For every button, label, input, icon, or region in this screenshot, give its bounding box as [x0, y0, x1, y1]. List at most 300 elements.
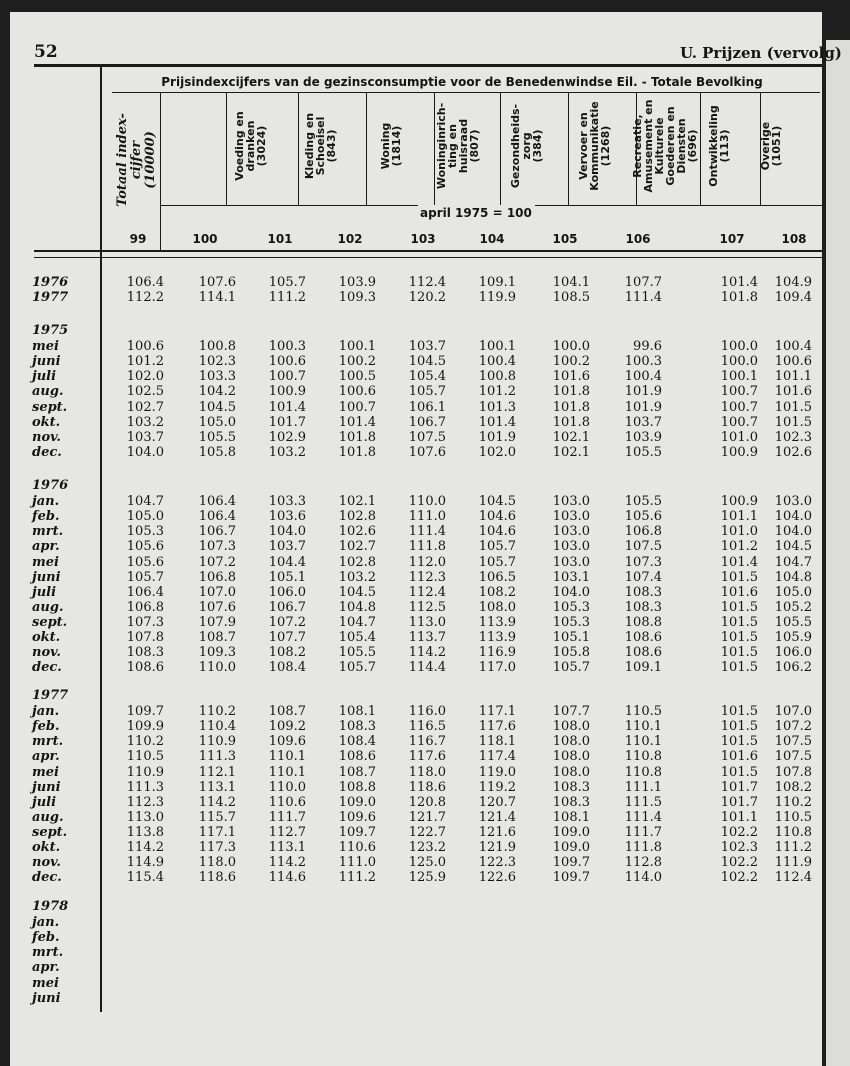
- table-cell: 101.4: [720, 554, 758, 570]
- table-cell: 103.9: [624, 429, 662, 445]
- table-cell: 114.2: [198, 794, 236, 810]
- table-cell: 114.4: [408, 660, 446, 676]
- table-cell: 101.7: [720, 779, 758, 795]
- table-cell: 112.4: [408, 275, 446, 290]
- table-cell: 111.3: [198, 749, 236, 765]
- table-cell: 103.7: [408, 339, 446, 355]
- table-cell: 114.2: [268, 855, 306, 871]
- table-cell: 107.3: [624, 554, 662, 570]
- table-cell: 107.2: [774, 719, 812, 735]
- row-label: sept.: [32, 614, 68, 630]
- table-cell: 104.6: [478, 524, 516, 540]
- row-label: nov.: [32, 855, 61, 871]
- table-cell: 101.5: [720, 599, 758, 615]
- table-cell: 103.2: [126, 414, 164, 430]
- table-cell: 105.9: [774, 630, 812, 645]
- table-cell: 105.8: [552, 645, 590, 661]
- table-cell: 107.4: [624, 569, 662, 585]
- table-cell: 101.0: [720, 429, 758, 445]
- table-cell: 108.3: [624, 584, 662, 600]
- row-label: nov.: [32, 429, 61, 445]
- table-cell: 102.3: [720, 840, 758, 855]
- section-title: U. Prijzen (vervolg): [680, 44, 842, 62]
- table-cell: 100.4: [774, 339, 812, 355]
- table-cell: 105.3: [126, 524, 164, 540]
- table-cell: 104.5: [408, 354, 446, 370]
- table-cell: 100.6: [126, 339, 164, 355]
- adjacent-page-edge: [826, 40, 850, 1066]
- table-cell: 112.2: [126, 290, 164, 306]
- table-cell: 107.6: [198, 599, 236, 615]
- table-cell: 100.0: [720, 354, 758, 370]
- table-cell: 108.8: [338, 779, 376, 795]
- table-cell: 104.7: [774, 554, 812, 570]
- table-cell: 108.5: [552, 290, 590, 306]
- table-cell: 117.1: [478, 704, 516, 720]
- table-cell: 111.0: [408, 509, 446, 525]
- table-cell: 108.2: [268, 645, 306, 661]
- table-cell: 109.3: [338, 290, 376, 306]
- table-cell: 112.3: [126, 794, 164, 810]
- page-number: 52: [34, 42, 58, 62]
- table-cell: 110.1: [624, 719, 662, 735]
- table-cell: 111.1: [624, 779, 662, 795]
- table-cell: 107.5: [774, 749, 812, 765]
- table-cell: 101.6: [552, 369, 590, 385]
- table-cell: 101.7: [268, 414, 306, 430]
- row-label: juli: [32, 794, 57, 810]
- table-cell: 105.7: [408, 384, 446, 400]
- table-cell: 105.0: [126, 509, 164, 525]
- row-label: aug.: [32, 809, 64, 825]
- table-cell: 109.2: [268, 719, 306, 735]
- table-cell: 101.8: [338, 444, 376, 460]
- column-number: 101: [267, 232, 293, 246]
- table-cell: 109.1: [624, 660, 662, 676]
- table-cell: 102.1: [552, 429, 590, 445]
- table-cell: 105.1: [552, 630, 590, 645]
- table-cell: 101.9: [478, 429, 516, 445]
- row-label: juni: [32, 779, 61, 795]
- table-cell: 117.1: [198, 824, 236, 840]
- table-cell: 105.4: [338, 630, 376, 645]
- header-rule: [34, 250, 822, 252]
- table-cell: 105.8: [198, 444, 236, 460]
- table-cell: 105.5: [338, 645, 376, 661]
- table-cell: 104.1: [552, 275, 590, 290]
- year-label: 1977: [32, 688, 69, 703]
- table-cell: 101.5: [720, 614, 758, 630]
- table-cell: 112.4: [774, 870, 812, 886]
- table-cell: 103.0: [552, 554, 590, 570]
- table-cell: 122.6: [478, 870, 516, 886]
- table-cell: 104.5: [478, 494, 516, 510]
- table-cell: 103.0: [552, 494, 590, 510]
- table-cell: 107.3: [198, 539, 236, 555]
- table-cell: 99.6: [633, 339, 662, 355]
- table-cell: 100.3: [268, 339, 306, 355]
- table-cell: 112.7: [268, 824, 306, 840]
- table-cell: 107.8: [126, 630, 164, 645]
- row-label: mrt.: [32, 945, 64, 961]
- table-cell: 108.3: [126, 645, 164, 661]
- row-label: feb.: [32, 509, 60, 525]
- table-cell: 111.2: [268, 290, 306, 306]
- row-label: okt.: [32, 414, 61, 430]
- table-cell: 101.9: [624, 399, 662, 415]
- table-cell: 101.2: [720, 539, 758, 555]
- row-label-divider: [100, 64, 102, 1012]
- table-cell: 118.0: [198, 855, 236, 871]
- table-cell: 125.9: [408, 870, 446, 886]
- table-cell: 110.1: [624, 734, 662, 750]
- table-cell: 102.8: [338, 554, 376, 570]
- table-cell: 103.6: [268, 509, 306, 525]
- table-cell: 101.4: [720, 275, 758, 290]
- table-cell: 101.4: [478, 414, 516, 430]
- table-cell: 120.7: [478, 794, 516, 810]
- table-cell: 101.9: [624, 384, 662, 400]
- table-cell: 105.7: [338, 660, 376, 676]
- table-cell: 107.6: [408, 444, 446, 460]
- row-label: okt.: [32, 840, 61, 855]
- table-cell: 115.7: [198, 809, 236, 825]
- table-cell: 120.2: [408, 290, 446, 306]
- table-cell: 101.2: [478, 384, 516, 400]
- table-cell: 100.8: [198, 339, 236, 355]
- table-cell: 102.2: [720, 870, 758, 886]
- table-cell: 116.0: [408, 704, 446, 720]
- column-header: Recreatie, Amusement en Kulturele Goederen en Diensten (696): [631, 99, 699, 193]
- table-cell: 103.3: [268, 494, 306, 510]
- table-cell: 123.2: [408, 840, 446, 855]
- table-cell: 100.6: [774, 354, 812, 370]
- row-label: mei: [32, 975, 59, 991]
- table-cell: 101.8: [552, 384, 590, 400]
- table-cell: 108.0: [552, 719, 590, 735]
- table-cell: 100.2: [552, 354, 590, 370]
- table-cell: 100.6: [268, 354, 306, 370]
- table-cell: 102.7: [126, 399, 164, 415]
- table-cell: 105.0: [774, 584, 812, 600]
- table-cell: 101.4: [338, 414, 376, 430]
- table-cell: 105.7: [478, 554, 516, 570]
- table-cell: 119.0: [478, 764, 516, 780]
- table-cell: 101.6: [720, 749, 758, 765]
- table-cell: 107.2: [268, 614, 306, 630]
- table-cell: 107.7: [552, 704, 590, 720]
- table-cell: 113.0: [126, 809, 164, 825]
- table-cell: 105.0: [198, 414, 236, 430]
- year-label: 1975: [32, 323, 69, 338]
- table-cell: 105.1: [268, 569, 306, 585]
- table-cell: 111.3: [126, 779, 164, 795]
- row-label: sept.: [32, 824, 68, 840]
- table-cell: 109.0: [552, 840, 590, 855]
- table-cell: 103.0: [552, 539, 590, 555]
- table-cell: 103.3: [198, 369, 236, 385]
- table-cell: 110.8: [774, 824, 812, 840]
- column-separator: [700, 93, 701, 205]
- table-cell: 107.5: [624, 539, 662, 555]
- base-rule-left: [160, 205, 418, 206]
- table-cell: 110.2: [198, 704, 236, 720]
- table-cell: 105.5: [624, 444, 662, 460]
- table-cell: 115.4: [126, 870, 164, 886]
- table-cell: 107.2: [198, 554, 236, 570]
- table-cell: 114.0: [624, 870, 662, 886]
- column-header: Kleding en Schoeisel (843): [303, 112, 338, 180]
- table-cell: 103.2: [268, 444, 306, 460]
- table-cell: 106.7: [198, 524, 236, 540]
- table-cell: 108.0: [552, 749, 590, 765]
- table-cell: 110.1: [268, 749, 306, 765]
- table-cell: 105.5: [774, 614, 812, 630]
- table-cell: 104.0: [774, 524, 812, 540]
- table-cell: 118.0: [408, 764, 446, 780]
- table-cell: 110.9: [126, 764, 164, 780]
- table-cell: 110.5: [126, 749, 164, 765]
- table-cell: 100.4: [478, 354, 516, 370]
- table-cell: 114.6: [268, 870, 306, 886]
- table-cell: 112.0: [408, 554, 446, 570]
- table-cell: 105.6: [126, 554, 164, 570]
- table-cell: 121.6: [478, 824, 516, 840]
- table-cell: 113.1: [268, 840, 306, 855]
- table-cell: 101.1: [774, 369, 812, 385]
- table-cell: 109.7: [338, 824, 376, 840]
- table-cell: 100.0: [720, 339, 758, 355]
- column-number: 99: [129, 232, 147, 246]
- table-cell: 109.7: [552, 870, 590, 886]
- table-cell: 114.2: [408, 645, 446, 661]
- table-cell: 113.9: [478, 614, 516, 630]
- table-cell: 106.8: [198, 569, 236, 585]
- table-cell: 109.0: [338, 794, 376, 810]
- table-cell: 110.2: [126, 734, 164, 750]
- table-cell: 106.7: [268, 599, 306, 615]
- table-cell: 101.2: [126, 354, 164, 370]
- table-cell: 108.6: [338, 749, 376, 765]
- table-cell: 104.8: [338, 599, 376, 615]
- table-title: Prijsindexcijfers van de gezinsconsumptie voor de Benedenwindse Eil. - Totale Bevolking: [161, 75, 763, 89]
- table-cell: 105.5: [624, 494, 662, 510]
- table-cell: 105.7: [552, 660, 590, 676]
- table-cell: 111.7: [268, 809, 306, 825]
- total-index-header: Totaal index- cijfer (10000): [115, 113, 158, 207]
- table-cell: 104.9: [774, 275, 812, 290]
- table-cell: 116.5: [408, 719, 446, 735]
- table-cell: 103.9: [338, 275, 376, 290]
- table-cell: 111.8: [408, 539, 446, 555]
- table-cell: 125.0: [408, 855, 446, 871]
- column-number: 104: [479, 232, 505, 246]
- row-label: feb.: [32, 719, 60, 735]
- row-label: juli: [32, 584, 57, 600]
- table-cell: 110.5: [624, 704, 662, 720]
- table-cell: 101.0: [720, 524, 758, 540]
- table-cell: 102.1: [552, 444, 590, 460]
- row-label: okt.: [32, 630, 61, 645]
- table-cell: 109.9: [126, 719, 164, 735]
- table-cell: 100.6: [338, 384, 376, 400]
- table-cell: 118.6: [408, 779, 446, 795]
- table-cell: 109.4: [774, 290, 812, 306]
- table-cell: 105.4: [408, 369, 446, 385]
- table-cell: 106.2: [774, 660, 812, 676]
- table-cell: 104.5: [774, 539, 812, 555]
- table-cell: 104.0: [552, 584, 590, 600]
- table-cell: 105.3: [552, 599, 590, 615]
- column-header: Gezondheids- zorg (384): [509, 103, 544, 189]
- table-cell: 119.9: [478, 290, 516, 306]
- table-cell: 101.5: [720, 734, 758, 750]
- table-cell: 111.0: [338, 855, 376, 871]
- table-cell: 114.9: [126, 855, 164, 871]
- table-cell: 105.6: [624, 509, 662, 525]
- table-cell: 106.0: [774, 645, 812, 661]
- table-cell: 121.9: [478, 840, 516, 855]
- table-cell: 102.0: [478, 444, 516, 460]
- table-cell: 111.2: [774, 840, 812, 855]
- table-cell: 104.2: [198, 384, 236, 400]
- table-cell: 101.8: [552, 399, 590, 415]
- table-cell: 100.9: [720, 444, 758, 460]
- table-cell: 104.5: [338, 584, 376, 600]
- table-cell: 107.5: [408, 429, 446, 445]
- table-cell: 110.8: [624, 764, 662, 780]
- year-label: 1976: [32, 478, 69, 493]
- table-cell: 105.5: [198, 429, 236, 445]
- column-separator: [298, 93, 299, 205]
- table-cell: 100.3: [624, 354, 662, 370]
- table-cell: 103.0: [552, 509, 590, 525]
- table-cell: 111.7: [624, 824, 662, 840]
- table-cell: 108.2: [774, 779, 812, 795]
- row-label: nov.: [32, 645, 61, 661]
- table-cell: 108.3: [552, 794, 590, 810]
- row-label: sept.: [32, 399, 68, 415]
- table-cell: 109.1: [478, 275, 516, 290]
- column-number: 103: [410, 232, 436, 246]
- table-cell: 104.6: [478, 509, 516, 525]
- table-cell: 101.5: [774, 399, 812, 415]
- table-cell: 116.7: [408, 734, 446, 750]
- row-label: jan.: [32, 494, 60, 510]
- table-cell: 110.0: [408, 494, 446, 510]
- column-number: 102: [337, 232, 363, 246]
- header-rule-2: [34, 257, 822, 258]
- table-cell: 107.9: [198, 614, 236, 630]
- table-cell: 101.5: [720, 660, 758, 676]
- table-cell: 100.4: [624, 369, 662, 385]
- table-cell: 114.1: [198, 290, 236, 306]
- table-cell: 107.7: [268, 630, 306, 645]
- table-cell: 108.1: [552, 809, 590, 825]
- table-cell: 106.4: [198, 509, 236, 525]
- table-cell: 109.6: [338, 809, 376, 825]
- table-cell: 106.1: [408, 399, 446, 415]
- table-cell: 112.1: [198, 764, 236, 780]
- row-label: juni: [32, 354, 61, 370]
- table-cell: 101.5: [720, 630, 758, 645]
- row-label: 1977: [32, 290, 69, 306]
- table-cell: 101.4: [268, 399, 306, 415]
- row-label: juli: [32, 369, 57, 385]
- table-cell: 100.9: [720, 494, 758, 510]
- table-cell: 102.8: [338, 509, 376, 525]
- row-label: aug.: [32, 384, 64, 400]
- table-cell: 109.7: [552, 855, 590, 871]
- table-cell: 104.0: [774, 509, 812, 525]
- row-label: feb.: [32, 930, 60, 946]
- table-cell: 112.5: [408, 599, 446, 615]
- table-cell: 102.7: [338, 539, 376, 555]
- table-cell: 111.4: [624, 290, 662, 306]
- table-cell: 107.0: [774, 704, 812, 720]
- row-label: aug.: [32, 599, 64, 615]
- table-cell: 100.5: [338, 369, 376, 385]
- table-cell: 108.6: [624, 645, 662, 661]
- table-cell: 111.4: [624, 809, 662, 825]
- table-cell: 106.7: [408, 414, 446, 430]
- table-cell: 110.6: [338, 840, 376, 855]
- table-cell: 101.8: [720, 290, 758, 306]
- table-cell: 106.4: [126, 584, 164, 600]
- table-cell: 107.7: [624, 275, 662, 290]
- table-cell: 108.3: [338, 719, 376, 735]
- table-cell: 122.3: [478, 855, 516, 871]
- table-cell: 107.8: [774, 764, 812, 780]
- row-label: dec.: [32, 870, 62, 886]
- table-cell: 118.1: [478, 734, 516, 750]
- table-cell: 108.3: [624, 599, 662, 615]
- table-cell: 108.7: [198, 630, 236, 645]
- table-cell: 112.8: [624, 855, 662, 871]
- table-cell: 103.7: [268, 539, 306, 555]
- column-separator: [366, 93, 367, 205]
- table-cell: 101.1: [720, 809, 758, 825]
- column-number: 105: [552, 232, 578, 246]
- table-cell: 117.6: [478, 719, 516, 735]
- table-cell: 105.6: [126, 539, 164, 555]
- table-cell: 100.7: [720, 414, 758, 430]
- table-cell: 100.2: [338, 354, 376, 370]
- table-cell: 104.7: [126, 494, 164, 510]
- table-cell: 110.2: [774, 794, 812, 810]
- year-label: 1978: [32, 899, 69, 914]
- row-label: dec.: [32, 444, 62, 460]
- column-header: Woninginrich- ting en huisraad (807): [435, 102, 481, 190]
- row-label: apr.: [32, 960, 60, 976]
- row-label: mrt.: [32, 734, 64, 750]
- row-label: jan.: [32, 915, 60, 931]
- table-cell: 111.9: [774, 855, 812, 871]
- column-number: 108: [781, 232, 807, 246]
- table-cell: 108.6: [126, 660, 164, 676]
- table-cell: 114.2: [126, 840, 164, 855]
- top-rule: [34, 64, 822, 67]
- table-cell: 108.4: [268, 660, 306, 676]
- row-label: juni: [32, 569, 61, 585]
- table-cell: 102.1: [338, 494, 376, 510]
- table-cell: 102.2: [720, 824, 758, 840]
- column-header: Overige (1051): [759, 121, 783, 171]
- table-cell: 106.0: [268, 584, 306, 600]
- table-cell: 109.6: [268, 734, 306, 750]
- table-cell: 101.5: [720, 645, 758, 661]
- table-cell: 106.4: [126, 275, 164, 290]
